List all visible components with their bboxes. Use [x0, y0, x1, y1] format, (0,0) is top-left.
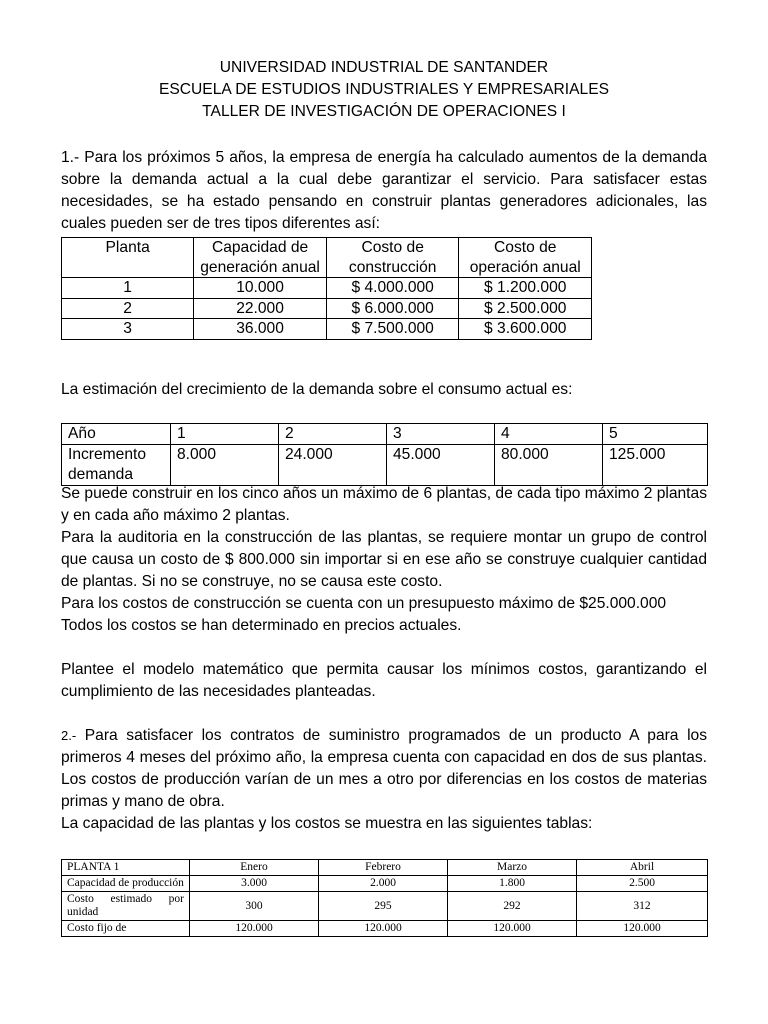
- plant-cell: $ 1.200.000: [459, 278, 592, 299]
- plant1-cell: 120.000: [577, 921, 708, 937]
- plant-table-header: [62, 238, 592, 278]
- plant-cell: $ 2.500.000: [459, 298, 592, 319]
- demand-cell: Incremento demanda: [62, 445, 171, 486]
- problem1-intro: 1.- Para los próximos 5 años, la empresa de energía ha calculado aumentos de la demanda sobre la demanda actual a la cual debe garantizar el servicio. Para satisfacer estas necesidades, se ha estado pensando en construir plantas generadores adicionales, las cuales pueden ser de tres tipos diferentes así:: [61, 149, 707, 232]
- problem2-intro-text: Para satisfacer los contratos de suministro programados de un producto A para los primeros 4 meses del próximo año, la empresa cuenta con capacidad en dos de sus plantas. Los costos de producción varían de un mes a otro por diferencias en los costos de materias primas y mano de obra.: [61, 727, 707, 810]
- plant1-header-cell: Febrero: [319, 860, 448, 876]
- table-row: [62, 424, 708, 445]
- constraint-audit-cost: Para la auditoria en la construcción de las plantas, se requiere montar un grupo de control que causa un costo de $ 800.000 sin importar si en ese año se construye cualquier cantidad de plantas. Si no se construye, no se causa este costo.: [61, 529, 707, 590]
- demand-cell: 2: [279, 424, 387, 445]
- plant1-cell: 3.000: [190, 876, 319, 892]
- plant-cell: 22.000: [194, 298, 327, 319]
- plant1-cell: 120.000: [190, 921, 319, 937]
- plant-header-cell: Costo de construcción: [326, 238, 459, 278]
- demand-cell: Año: [62, 424, 171, 445]
- constraint-budget: Para los costos de construcción se cuenta con un presupuesto máximo de $25.000.000: [61, 595, 667, 612]
- plant1-header-cell: PLANTA 1: [62, 860, 190, 876]
- table-row: [62, 298, 592, 319]
- plant1-cell: 1.800: [448, 876, 577, 892]
- problem2-table-intro: La capacidad de las plantas y los costos se muestra en las siguientes tablas:: [61, 815, 593, 832]
- table-row: [62, 278, 592, 299]
- university-name: UNIVERSIDAD INDUSTRIAL DE SANTANDER: [219, 59, 549, 76]
- plant1-row-label: Costo estimado por unidad: [62, 892, 190, 921]
- table-row: [62, 876, 708, 892]
- plant1-cell: 300: [190, 892, 319, 921]
- problem1-question: Plantee el modelo matemático que permita causar los mínimos costos, garantizando el cumplimiento de las necesidades planteadas.: [61, 661, 707, 700]
- plant1-table-header: [62, 860, 708, 876]
- problem2-number: 2.-: [61, 728, 77, 743]
- plant1-row-label: Capacidad de producción: [62, 876, 190, 892]
- table-row: [62, 892, 708, 921]
- plant1-header-cell: Marzo: [448, 860, 577, 876]
- constraint-prices: Todos los costos se han determinado en precios actuales.: [61, 617, 462, 634]
- plant1-cell: 2.000: [319, 876, 448, 892]
- table-row: [62, 319, 592, 340]
- plant-cell: 10.000: [194, 278, 327, 299]
- demand-table: [61, 423, 708, 486]
- workshop-title: TALLER DE INVESTIGACIÓN DE OPERACIONES I: [202, 103, 566, 120]
- demand-cell: 8.000: [171, 445, 279, 486]
- demand-intro: La estimación del crecimiento de la demanda sobre el consumo actual es:: [61, 381, 573, 398]
- plant1-table: [61, 859, 708, 937]
- plant-header-cell: Capacidad de generación anual: [194, 238, 327, 278]
- plant1-cell: 295: [319, 892, 448, 921]
- plant-header-cell: Costo de operación anual: [459, 238, 592, 278]
- document-header: [0, 57, 768, 123]
- demand-cell: 4: [495, 424, 603, 445]
- plant-table: [61, 237, 592, 340]
- plant1-cell: 312: [577, 892, 708, 921]
- plant-cell: 36.000: [194, 319, 327, 340]
- table-row: [62, 921, 708, 937]
- plant1-row-label: Costo fijo de: [62, 921, 190, 937]
- plant-cell: $ 3.600.000: [459, 319, 592, 340]
- demand-cell: 3: [387, 424, 495, 445]
- demand-cell: 125.000: [603, 445, 708, 486]
- plant-cell: $ 4.000.000: [326, 278, 459, 299]
- demand-cell: 1: [171, 424, 279, 445]
- plant1-cell: 120.000: [319, 921, 448, 937]
- demand-cell: 45.000: [387, 445, 495, 486]
- plant-cell: 3: [62, 319, 194, 340]
- plant-cell: 2: [62, 298, 194, 319]
- plant-cell: $ 7.500.000: [326, 319, 459, 340]
- constraint-max-plants: Se puede construir en los cinco años un máximo de 6 plantas, de cada tipo máximo 2 plantas y en cada año máximo 2 plantas.: [61, 485, 707, 524]
- plant1-cell: 120.000: [448, 921, 577, 937]
- plant-header-cell: Planta: [62, 238, 194, 278]
- plant-cell: $ 6.000.000: [326, 298, 459, 319]
- demand-cell: 5: [603, 424, 708, 445]
- plant1-cell: 2.500: [577, 876, 708, 892]
- plant1-header-cell: Enero: [190, 860, 319, 876]
- demand-cell: 24.000: [279, 445, 387, 486]
- school-name: ESCUELA DE ESTUDIOS INDUSTRIALES Y EMPRESARIALES: [158, 81, 610, 98]
- table-row: [62, 445, 708, 486]
- plant-cell: 1: [62, 278, 194, 299]
- plant1-header-cell: Abril: [577, 860, 708, 876]
- problem2-intro: [61, 725, 707, 813]
- demand-cell: 80.000: [495, 445, 603, 486]
- plant1-cell: 292: [448, 892, 577, 921]
